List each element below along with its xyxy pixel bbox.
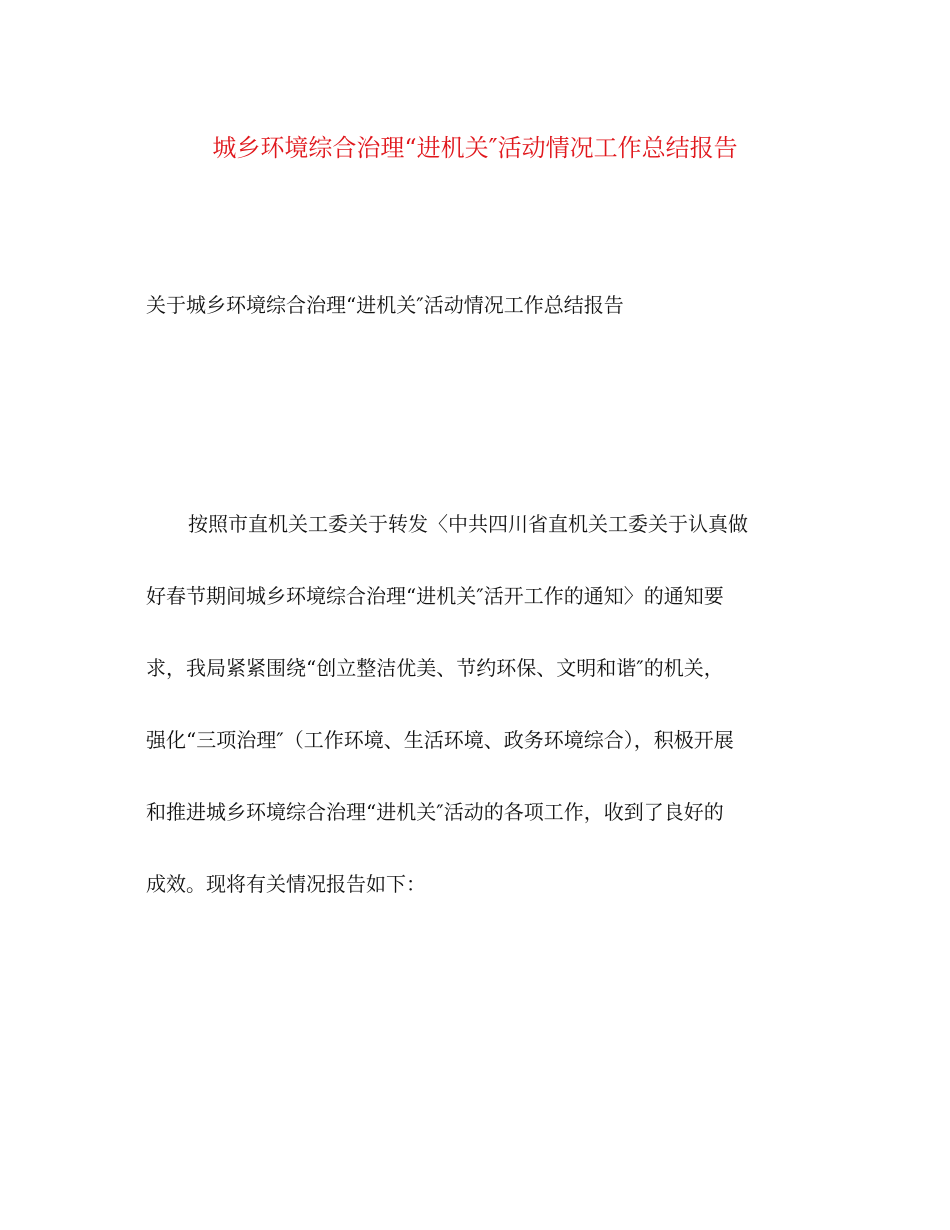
body-line: 和推进城乡环境综合治理“进机关″活动的各项工作，收到了良好的 — [146, 800, 724, 824]
body-line: 按照市直机关工委关于转发〈中共四川省直机关工委关于认真做 — [188, 512, 748, 536]
document-subtitle: 关于城乡环境综合治理“进机关″活动情况工作总结报告 — [146, 293, 624, 317]
body-paragraph — [146, 506, 816, 938]
body-line: 成效。现将有关情况报告如下： — [146, 872, 426, 896]
body-line: 好春节期间城乡环境综合治理“进机关″活开工作的通知〉的通知要 — [146, 584, 724, 608]
body-line: 求，我局紧紧围绕“创立整洁优美、节约环保、文明和谐″的机关， — [146, 656, 724, 680]
document-title: 城乡环境综合治理“进机关″活动情况工作总结报告 — [212, 134, 738, 162]
body-line: 强化“三项治理″（工作环境、生活环境、政务环境综合），积极开展 — [146, 728, 734, 752]
